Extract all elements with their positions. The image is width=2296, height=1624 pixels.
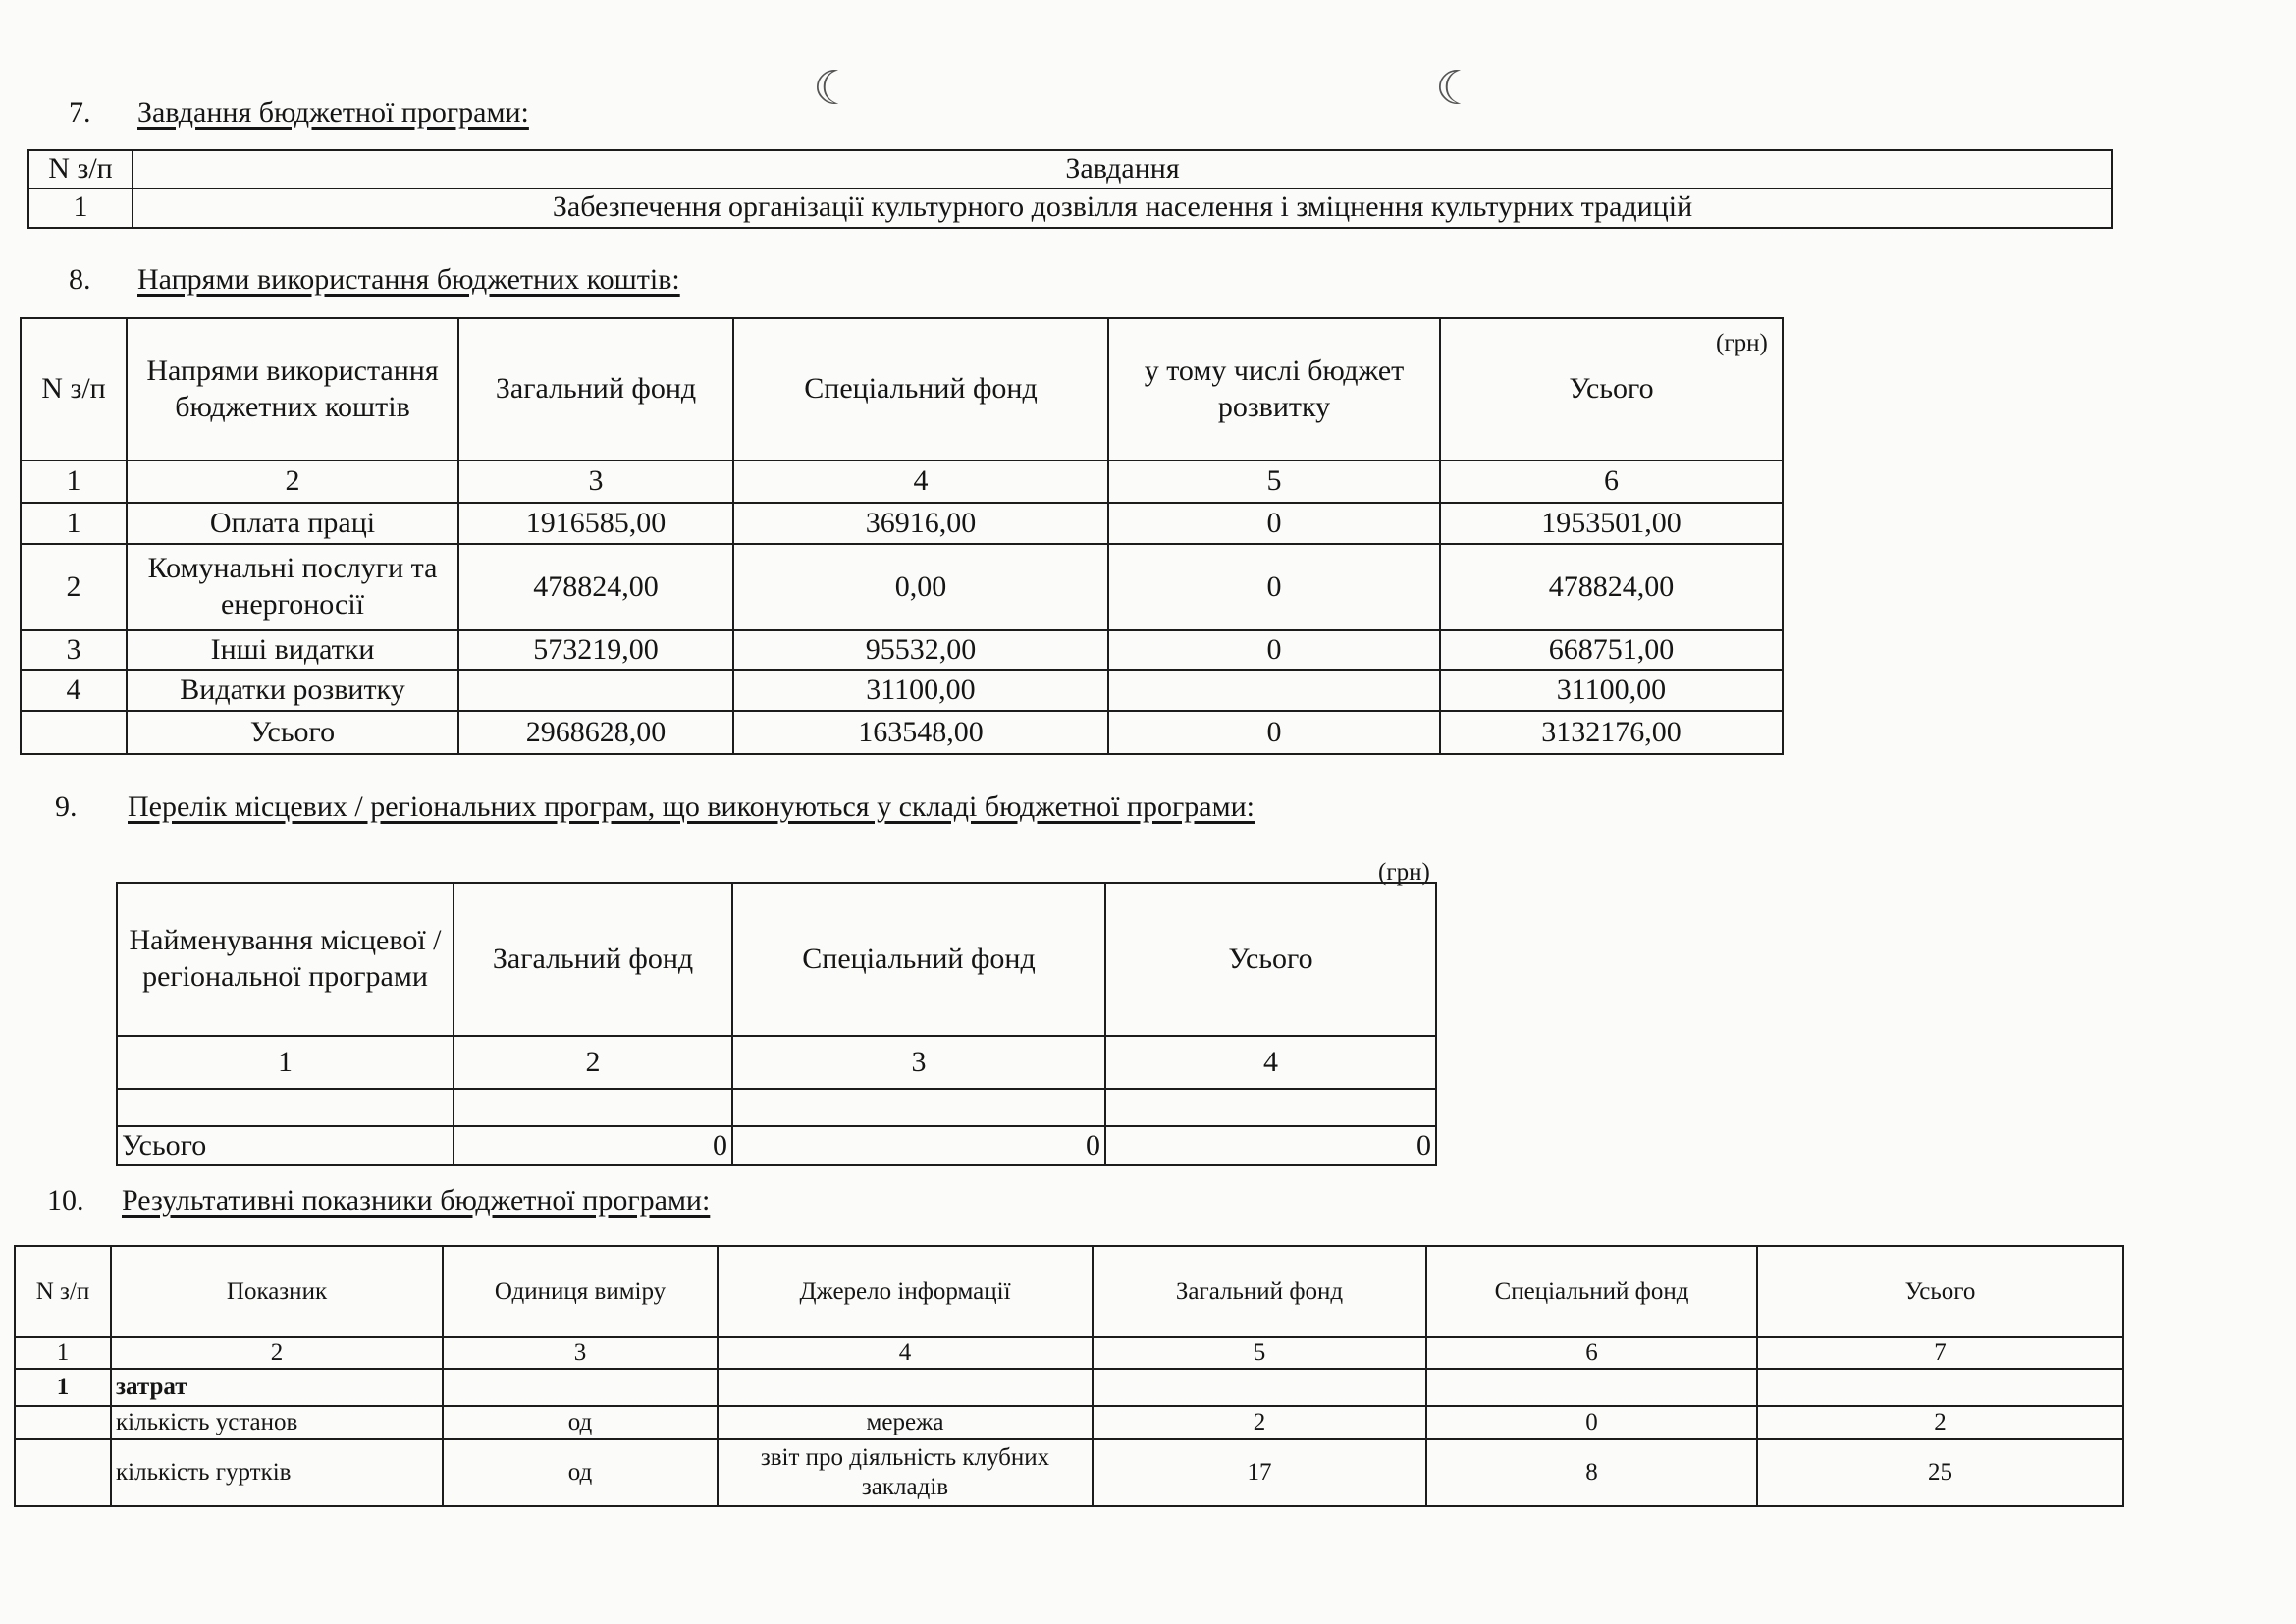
header-cell: Спеціальний фонд	[732, 883, 1105, 1036]
table-header-row	[117, 883, 1436, 1036]
task-text: Забезпечення організації культурного дозвілля населення і зміцнення культурних традицій	[133, 189, 2112, 228]
header-cell: Напрями використання бюджетних коштів	[127, 318, 458, 460]
section-title: Завдання бюджетної програми:	[137, 96, 529, 129]
development-budget-value: 0	[1108, 503, 1440, 544]
section-title: Напрями використання бюджетних коштів:	[137, 263, 680, 296]
group-name: затрат	[111, 1369, 443, 1406]
header-cell: Загальний фонд	[1093, 1246, 1426, 1337]
empty-cell	[117, 1089, 454, 1126]
column-number-row	[21, 460, 1783, 503]
special-fund-total: 0	[732, 1126, 1105, 1165]
section-number: 7.	[69, 96, 91, 129]
header-cell: Завдання	[133, 150, 2112, 189]
header-cell: у тому числі бюджет розвитку	[1108, 318, 1440, 460]
column-number: 4	[733, 460, 1108, 503]
indicator-source: мережа	[718, 1406, 1093, 1439]
indicator-source: звіт про діяльність клубних закладів	[718, 1439, 1093, 1506]
empty-cell	[1757, 1369, 2123, 1406]
total-label: Усього	[127, 711, 458, 754]
currency-unit-label: (грн)	[1716, 330, 1768, 356]
column-number-row	[15, 1337, 2123, 1369]
section-8-heading	[69, 263, 680, 297]
column-number: 3	[458, 460, 733, 503]
table-row	[21, 670, 1783, 711]
empty-cell	[1093, 1369, 1426, 1406]
header-cell: Усього	[1440, 318, 1783, 460]
column-number-row	[117, 1036, 1436, 1089]
table-header-row	[15, 1246, 2123, 1337]
special-fund-value: 36916,00	[733, 503, 1108, 544]
total-value: 1953501,00	[1440, 503, 1783, 544]
column-number: 6	[1426, 1337, 1757, 1369]
empty-cell	[454, 1089, 732, 1126]
special-fund-value: 0,00	[733, 544, 1108, 630]
total-value: 2	[1757, 1406, 2123, 1439]
indicator-unit: од	[443, 1406, 718, 1439]
section-number: 9.	[55, 790, 78, 823]
general-fund-value: 2	[1093, 1406, 1426, 1439]
total-row	[117, 1126, 1436, 1165]
empty-cell	[21, 711, 127, 754]
direction-name: Видатки розвитку	[127, 670, 458, 711]
row-number: 2	[21, 544, 127, 630]
header-cell: Спеціальний фонд	[733, 318, 1108, 460]
column-number: 2	[454, 1036, 732, 1089]
row-number: 1	[28, 189, 133, 228]
column-number: 1	[117, 1036, 454, 1089]
special-fund-value: 8	[1426, 1439, 1757, 1506]
empty-cell	[1105, 1089, 1436, 1126]
table-row	[15, 1406, 2123, 1439]
row-number: 3	[21, 630, 127, 670]
column-number: 1	[15, 1337, 111, 1369]
section-7-heading	[69, 96, 529, 130]
header-cell: N з/п	[28, 150, 133, 189]
group-row	[15, 1369, 2123, 1406]
total-row	[21, 711, 1783, 754]
section-10-heading	[47, 1184, 710, 1218]
header-cell: Усього	[1105, 883, 1436, 1036]
row-number: 1	[21, 503, 127, 544]
header-cell: Показник	[111, 1246, 443, 1337]
header-cell: Найменування місцевої / регіональної програми	[117, 883, 454, 1036]
direction-name: Комунальні послуги та енергоносії	[127, 544, 458, 630]
development-budget-value: 0	[1108, 630, 1440, 670]
header-cell: Одиниця виміру	[443, 1246, 718, 1337]
column-number: 4	[718, 1337, 1093, 1369]
table-row	[15, 1439, 2123, 1506]
header-cell: Загальний фонд	[454, 883, 732, 1036]
general-fund-value: 573219,00	[458, 630, 733, 670]
column-number: 5	[1108, 460, 1440, 503]
indicator-name: кількість установ	[111, 1406, 443, 1439]
grand-total: 3132176,00	[1440, 711, 1783, 754]
header-cell: Усього	[1757, 1246, 2123, 1337]
table-row	[21, 503, 1783, 544]
empty-cell	[732, 1089, 1105, 1126]
empty-cell	[15, 1439, 111, 1506]
direction-name: Інші видатки	[127, 630, 458, 670]
special-fund-value: 95532,00	[733, 630, 1108, 670]
development-budget-total: 0	[1108, 711, 1440, 754]
header-cell: N з/п	[15, 1246, 111, 1337]
scan-artifact-mark: ☾	[813, 63, 856, 115]
indicator-unit: од	[443, 1439, 718, 1506]
budget-directions-table	[20, 317, 1784, 755]
general-fund-total: 0	[454, 1126, 732, 1165]
table-row	[21, 630, 1783, 670]
header-cell: Джерело інформації	[718, 1246, 1093, 1337]
empty-cell	[1426, 1369, 1757, 1406]
column-number: 2	[127, 460, 458, 503]
total-value: 668751,00	[1440, 630, 1783, 670]
section-number: 10.	[47, 1184, 84, 1217]
header-cell: N з/п	[21, 318, 127, 460]
currency-unit-label: (грн)	[1378, 859, 1430, 886]
empty-cell	[443, 1369, 718, 1406]
development-budget-value	[1108, 670, 1440, 711]
column-number: 5	[1093, 1337, 1426, 1369]
total-value: 25	[1757, 1439, 2123, 1506]
direction-name: Оплата праці	[127, 503, 458, 544]
table-header-row	[21, 318, 1783, 460]
special-fund-value: 0	[1426, 1406, 1757, 1439]
column-number: 4	[1105, 1036, 1436, 1089]
general-fund-value: 1916585,00	[458, 503, 733, 544]
table-row	[117, 1089, 1436, 1126]
column-number: 2	[111, 1337, 443, 1369]
section-title: Результативні показники бюджетної програми:	[122, 1184, 711, 1217]
performance-indicators-table	[14, 1245, 2124, 1507]
column-number: 6	[1440, 460, 1783, 503]
section-number: 8.	[69, 263, 91, 296]
general-fund-value	[458, 670, 733, 711]
tasks-table	[27, 149, 2113, 229]
total-value: 31100,00	[1440, 670, 1783, 711]
total-value: 478824,00	[1440, 544, 1783, 630]
special-fund-value: 31100,00	[733, 670, 1108, 711]
empty-cell	[15, 1406, 111, 1439]
special-fund-total: 163548,00	[733, 711, 1108, 754]
section-title: Перелік місцевих / регіональних програм, що виконуються у складі бюджетної програми:	[128, 790, 1255, 823]
table-row	[28, 189, 2112, 228]
column-number: 3	[443, 1337, 718, 1369]
group-number: 1	[15, 1369, 111, 1406]
column-number: 1	[21, 460, 127, 503]
empty-cell	[718, 1369, 1093, 1406]
scan-artifact-mark: ☾	[1435, 63, 1478, 115]
regional-programs-table	[116, 882, 1437, 1166]
column-number: 3	[732, 1036, 1105, 1089]
row-number: 4	[21, 670, 127, 711]
header-cell: Загальний фонд	[458, 318, 733, 460]
general-fund-total: 2968628,00	[458, 711, 733, 754]
section-9-heading	[55, 790, 1255, 824]
grand-total: 0	[1105, 1126, 1436, 1165]
total-label: Усього	[117, 1126, 454, 1165]
table-header-row	[28, 150, 2112, 189]
general-fund-value: 17	[1093, 1439, 1426, 1506]
development-budget-value: 0	[1108, 544, 1440, 630]
general-fund-value: 478824,00	[458, 544, 733, 630]
table-row	[21, 544, 1783, 630]
header-cell: Спеціальний фонд	[1426, 1246, 1757, 1337]
column-number: 7	[1757, 1337, 2123, 1369]
indicator-name: кількість гуртків	[111, 1439, 443, 1506]
